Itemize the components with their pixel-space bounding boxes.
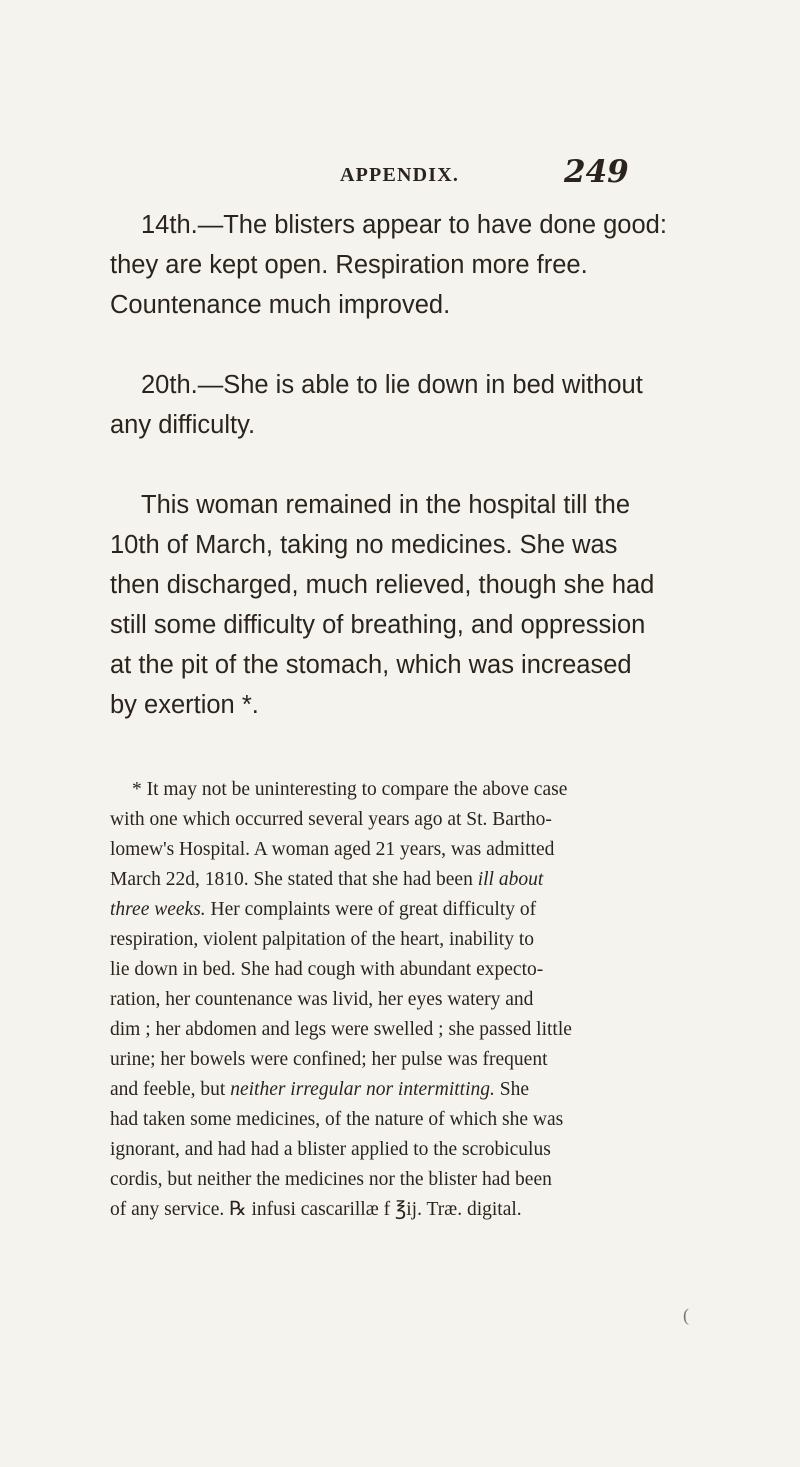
page-header — [340, 150, 670, 190]
paragraph-gap — [110, 325, 722, 365]
paragraph-line: then discharged, much relieved, though she had — [110, 571, 655, 599]
footnote-line: lie down in bed. She had cough with abundant expecto- — [110, 959, 544, 980]
paragraph-line: This woman remained in the hospital till the — [141, 491, 630, 519]
footnote-text: March 22d, 1810. She stated that she had been — [110, 869, 473, 890]
paragraph-line: by exertion *. — [110, 691, 259, 719]
footnote-line: * It may not be uninteresting to compare the above case — [132, 779, 568, 800]
paragraph-line: 20th.—She is able to lie down in bed without — [141, 371, 643, 399]
footnote-line: had taken some medicines, of the nature of which she was — [110, 1109, 564, 1130]
footnote-line — [110, 1075, 720, 1105]
footnote-italic-text: ill about — [477, 869, 544, 890]
paragraph-line: any difficulty. — [110, 411, 256, 439]
footnote-line: ration, her countenance was livid, her eyes watery and — [110, 989, 534, 1010]
footnote-line: with one which occurred several years ago at St. Bartho- — [110, 809, 552, 830]
footnote-line: urine; her bowels were confined; her pulse was frequent — [110, 1049, 548, 1070]
footnote — [110, 775, 720, 1225]
paragraph-line: at the pit of the stomach, which was increased — [110, 651, 632, 679]
paragraph-line: 14th.—The blisters appear to have done good: — [141, 211, 667, 239]
footnote-line: cordis, but neither the medicines nor the blister had been — [110, 1169, 552, 1190]
page-number: 249 — [564, 154, 629, 190]
footnote-italic-text: three weeks. — [110, 899, 206, 920]
footnote-line: ignorant, and had had a blister applied to the scrobiculus — [110, 1139, 551, 1160]
footnote-line — [110, 865, 720, 895]
main-text — [110, 205, 722, 725]
footnote-italic-text: neither irregular nor intermitting. — [230, 1079, 495, 1100]
footnote-line: respiration, violent palpitation of the heart, inability to — [110, 929, 535, 950]
running-head: APPENDIX. — [340, 164, 460, 186]
footnote-text: and feeble, but — [110, 1079, 231, 1100]
stray-mark: ( — [683, 1305, 689, 1325]
footnote-text: She — [494, 1079, 530, 1100]
paragraph-line: they are kept open. Respiration more free. — [110, 251, 588, 279]
paragraph-line: Countenance much improved. — [110, 291, 451, 319]
footnote-line: dim ; her abdomen and legs were swelled ; she passed little — [110, 1019, 572, 1040]
paragraph-line: 10th of March, taking no medicines. She was — [110, 531, 618, 559]
paragraph-gap — [110, 445, 722, 485]
footnote-text: Her complaints were of great difficulty of — [205, 899, 537, 920]
paragraph-line: still some difficulty of breathing, and oppression — [110, 611, 646, 639]
footnote-line: of any service. ℞ infusi cascarillæ f ℥ij. Træ. digital. — [110, 1199, 522, 1220]
footnote-line — [110, 895, 720, 925]
footnote-line: lomew's Hospital. A woman aged 21 years, was admitted — [110, 839, 555, 860]
